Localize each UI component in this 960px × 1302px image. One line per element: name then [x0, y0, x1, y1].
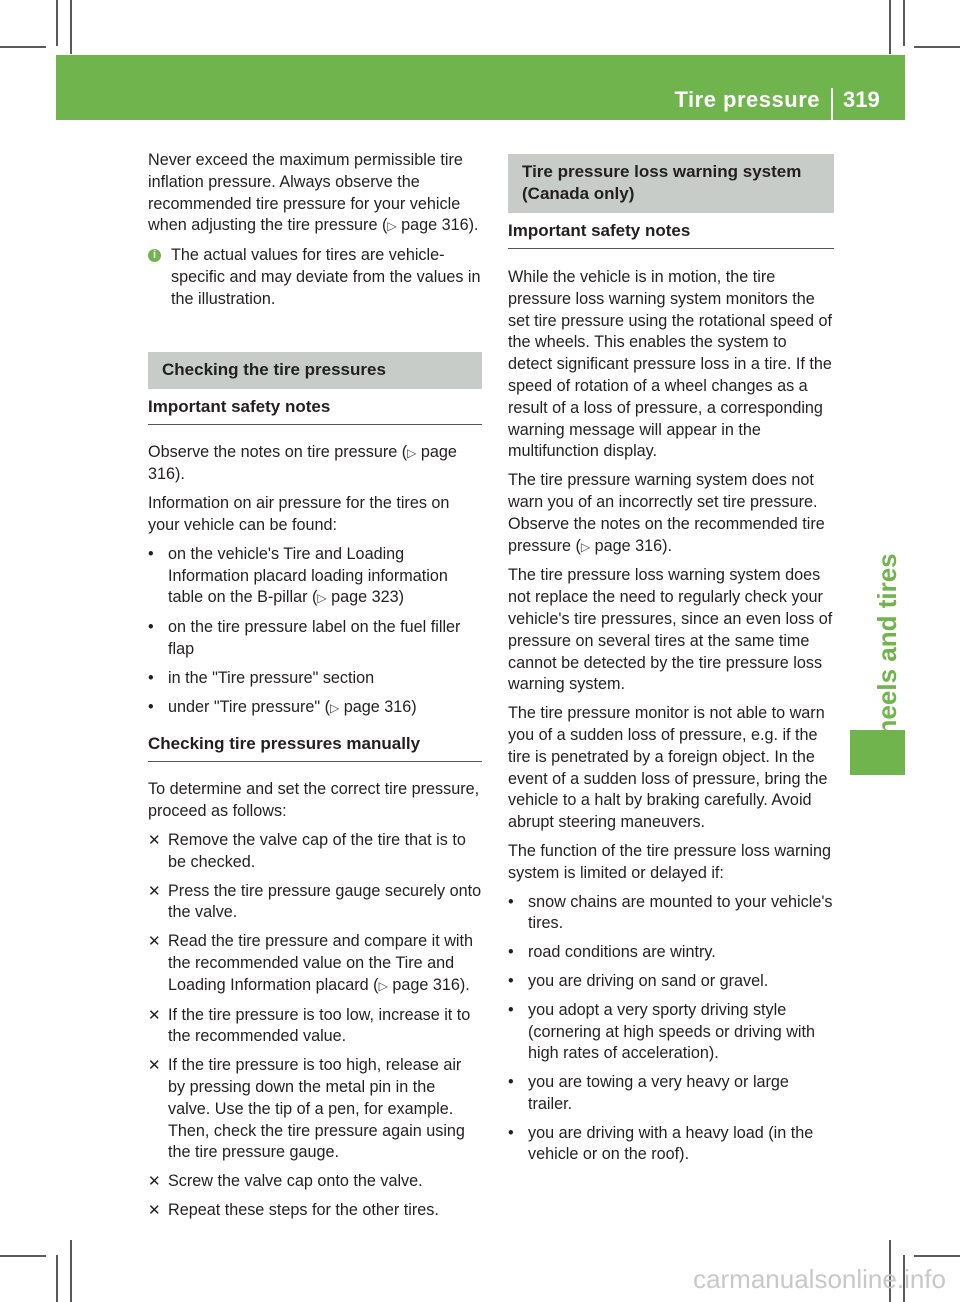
bullet-item: • road conditions are wintry. [508, 942, 834, 964]
body-paragraph: The tire pressure loss warning system does not replace the need to regularly check your vehicle's tire pressures, since an even loss of pressure on several tires at the same time cannot be detected by the tire pressure loss warning system. [508, 566, 833, 694]
crop-mark [0, 1255, 46, 1257]
bullet-item: • on the tire pressure label on the fuel filler flap [148, 617, 482, 661]
step-item: ✕ Read the tire pressure and compare it with the recommended value on the Tire and Loading Information placard (▷ page 316). [148, 931, 482, 997]
page-reference-triangle-icon: ▷ [378, 978, 388, 993]
intro-paragraph: Never exceed the maximum permissible tire inflation pressure. Always observe the recommended tire pressure for your vehicle when adjusting the tire pressure (▷ page 316). [148, 151, 479, 235]
page-reference-triangle-icon: ▷ [330, 700, 340, 715]
bullet-mark: • [508, 971, 514, 990]
step-arrow-icon: ✕ [148, 1173, 161, 1191]
subsection-heading: Important safety notes [508, 213, 834, 249]
page-reference-triangle-icon: ▷ [317, 591, 327, 606]
subsection-heading: Checking tire pressures manually [148, 726, 482, 762]
page-number: 319 [843, 87, 880, 112]
bullet-item: • in the "Tire pressure" section [148, 668, 482, 690]
bullet-item: • snow chains are mounted to your vehicle's tires. [508, 892, 834, 936]
bullet-mark: • [148, 697, 154, 716]
crop-mark [56, 0, 58, 46]
body-paragraph: The function of the tire pressure loss warning system is limited or delayed if: [508, 841, 832, 882]
step-item: ✕ Remove the valve cap of the tire that is to be checked. [148, 830, 482, 874]
page-reference-triangle-icon: ▷ [387, 219, 397, 234]
bullet-item: • you adopt a very sporty driving style (cornering at high speeds or driving with high rates of acceleration). [508, 1000, 834, 1065]
step-arrow-icon: ✕ [148, 882, 161, 900]
bullet-mark: • [148, 544, 154, 563]
crop-mark [70, 1240, 72, 1302]
crop-mark [914, 46, 960, 48]
info-paragraph: Information on air pressure for the tires on your vehicle can be found: [148, 494, 450, 534]
page-reference-triangle-icon: ▷ [580, 539, 591, 554]
watermark: carmanualsonline.info [693, 1264, 946, 1294]
bullet-mark: • [508, 892, 514, 911]
crop-mark [914, 1255, 960, 1257]
body-paragraph: While the vehicle is in motion, the tire pressure loss warning system monitors the set tire pressure using the rotational speed of the wheels. This enables the system to detect significant pressure loss in a tire. If the speed of rotation of a wheel changes as a result of a loss of pressure, a corresponding warning message will appear in the multifunction display. [508, 268, 832, 461]
crop-mark [889, 0, 891, 54]
step-arrow-icon: ✕ [148, 1057, 161, 1075]
bullet-item: • you are driving with a heavy load (in the vehicle or on the roof). [508, 1123, 834, 1167]
crop-mark [56, 1255, 58, 1302]
bullet-mark: • [148, 618, 154, 637]
page-title: Tire pressure [674, 87, 820, 112]
right-column [508, 150, 834, 1173]
chapter-tab-label: Wheels and tires [872, 553, 902, 760]
step-item: ✕ Screw the valve cap onto the valve. [148, 1171, 482, 1193]
bullet-mark: • [508, 1123, 514, 1142]
section-heading: Checking the tire pressures [148, 352, 482, 389]
observe-paragraph: Observe the notes on tire pressure (▷ page 316). [148, 442, 457, 484]
header-divider [831, 88, 833, 120]
section-heading: Tire pressure loss warning system (Canada only) [508, 154, 834, 213]
body-paragraph: The tire pressure warning system does not warn you of an incorrectly set tire pressure. Observe the notes on the recommended tire pressure (▷ page 316). [508, 471, 825, 555]
bullet-item: • you are driving on sand or gravel. [508, 971, 834, 993]
step-arrow-icon: ✕ [148, 831, 161, 849]
step-item: ✕ If the tire pressure is too high, release air by pressing down the metal pin in the valve. Use the tip of a pen, for example. Then, check the tire pressure again using the tire pressure gauge. [148, 1055, 482, 1164]
page-reference-triangle-icon: ▷ [407, 445, 417, 460]
step-arrow-icon: ✕ [148, 933, 161, 951]
manual-intro: To determine and set the correct tire pressure, proceed as follows: [148, 780, 480, 821]
crop-mark [903, 0, 905, 46]
bullet-mark: • [508, 1000, 514, 1019]
step-item: ✕ If the tire pressure is too low, increase it to the recommended value. [148, 1005, 482, 1049]
left-column [148, 150, 482, 1229]
bullet-item: • you are towing a very heavy or large trailer. [508, 1072, 834, 1116]
info-icon: i [148, 249, 161, 262]
bullet-item: • on the vehicle's Tire and Loading Information placard loading information table on the B-pillar (▷ page 323) [148, 544, 482, 610]
step-arrow-icon: ✕ [148, 1201, 161, 1219]
step-item: ✕ Repeat these steps for the other tires. [148, 1200, 482, 1222]
subsection-heading: Important safety notes [148, 389, 482, 425]
step-item: ✕ Press the tire pressure gauge securely onto the valve. [148, 881, 482, 925]
bullet-item: • under "Tire pressure" (▷ page 316) [148, 697, 482, 720]
step-arrow-icon: ✕ [148, 1006, 161, 1024]
body-paragraph: The tire pressure monitor is not able to warn you of a sudden loss of pressure, e.g. if the tire is penetrated by a foreign object. In the event of a sudden loss of pressure, bring the vehicle to a halt by braking carefully. Avoid abrupt steering maneuvers. [508, 704, 828, 832]
bullet-mark: • [148, 668, 154, 687]
bullet-mark: • [508, 1073, 514, 1092]
bullet-mark: • [508, 943, 514, 962]
crop-mark [70, 0, 72, 54]
crop-mark [0, 46, 46, 48]
info-note: i The actual values for tires are vehicle-specific and may deviate from the values in the illustration. [148, 245, 482, 310]
